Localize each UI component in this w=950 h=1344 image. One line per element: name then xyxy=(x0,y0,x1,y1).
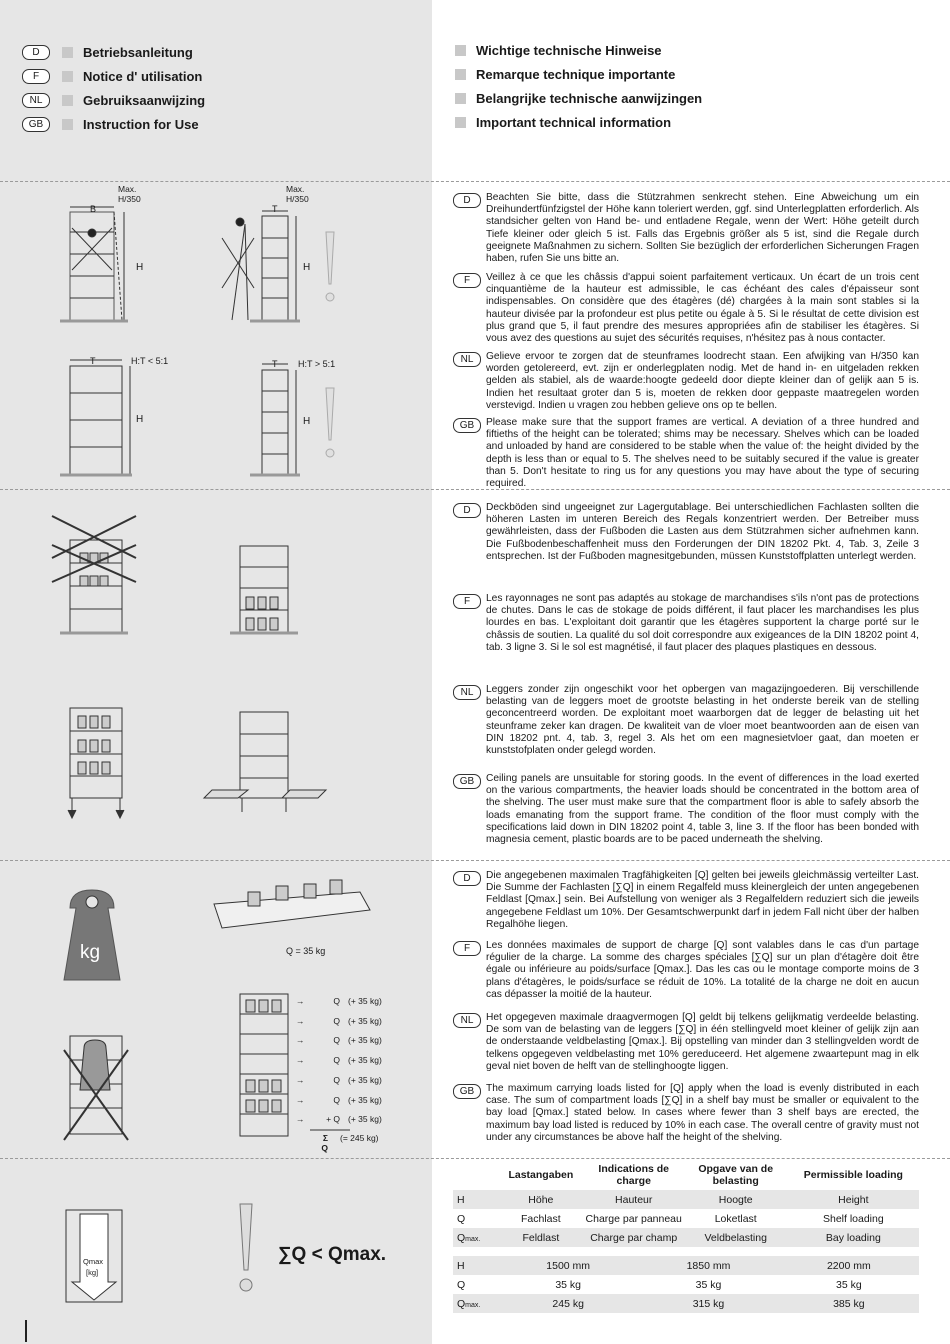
shelf-loaded-top-crossed xyxy=(52,516,136,633)
paragraph-nl xyxy=(453,1012,919,1073)
warning-exclamation-icon xyxy=(326,232,334,284)
table-cell: Q xyxy=(457,1278,466,1291)
lang-badge: F xyxy=(453,594,481,609)
label-max: Max. xyxy=(286,184,305,194)
paragraph-f xyxy=(453,272,919,345)
paragraph-gb xyxy=(453,1083,919,1144)
shelf-ratio-ok xyxy=(60,360,132,475)
table-cell: 245 kg xyxy=(498,1294,638,1313)
load-row xyxy=(296,1075,382,1085)
label-t: T xyxy=(272,359,278,369)
arrow-right-icon: → xyxy=(296,996,305,1006)
load-q: Q xyxy=(333,1055,340,1066)
bullet-square xyxy=(455,93,466,104)
lang-badge: NL xyxy=(453,1013,481,1028)
table-header: Indications de charge xyxy=(598,1163,669,1187)
header-right-2 xyxy=(443,64,675,84)
table-row xyxy=(453,1294,919,1313)
label-q35: Q = 35 kg xyxy=(286,946,326,956)
paragraph-text: The maximum carrying loads listed for [Q] apply when the load is evenly distributed in each case. The sum of compartment loads [∑Q] in a shelf bay must be smaller or equivalent to the bay load [Qmax.] stated below. In cases where fewer than 3 shelf bays are erected, the maximum bay load listed is reduced by 10% in each case. The overall centre of gravity must not under any circumstances be above half the height of the shelving. xyxy=(486,1083,919,1143)
paragraph-text: Deckböden sind ungeeignet zur Lagergutablage. Bei unterschiedlichen Fachlasten sollten die höheren Lasten im unteren Bereich des Regals konzentriert werden. Der Betreiber muss gewährleisten, dass der Fußboden die Lasten aus dem Stützrahmen sicher aufnehmen kann. Die Fußbodenbeschaffenheit muss den Forderungen der DIN 18202 Pkt. 4, Tab. 3, Zeile 3 entsprechen. Ist der Fußboden magnesitgebunden, müssen Kunststoffplatten unterlegt werden. xyxy=(486,502,919,562)
header-title: Gebruiksaanwijzing xyxy=(83,92,206,108)
label-h350: H/350 xyxy=(286,194,309,204)
table-cell: H xyxy=(453,1256,498,1275)
header-right-title: Wichtige technische Hinweise xyxy=(476,42,662,58)
weight-kg-icon xyxy=(64,890,120,980)
lang-badge: D xyxy=(453,193,481,208)
shelf-panel-weights xyxy=(214,880,370,928)
table-cell: Charge par panneau xyxy=(585,1212,682,1225)
warning-exclamation-icon xyxy=(240,1204,252,1270)
arrow-right-icon: → xyxy=(296,1074,305,1085)
label-kg: kg xyxy=(80,942,101,963)
load-value: (+ 35 kg) xyxy=(348,1094,382,1105)
shelf-loaded-bottom-ok xyxy=(230,546,298,633)
paragraph-text: Les données maximales de support de charge [Q] sont valables dans le cas d'un partage régulier de la charge. La somme des charges spéciales [∑Q] sur un plan d'étagère doit être égale ou inférieure au poids/surface [Qmax.]. Das les cas ou le montage comporte moins de 3 plans d'étagères, le poids/surface se réduit de 10%. La totalité de la charge ne doit en aucun cas dépasser la moitié de la hauteur. xyxy=(486,940,919,1000)
formula-sum-q: ∑Q < Qmax. xyxy=(278,1244,387,1265)
load-q: Q xyxy=(333,1015,340,1026)
paragraph-text: Beachten Sie bitte, dass die Stützrahmen senkrecht stehen. Eine Abweichung um ein Dreihundertfünfzigstel der Höhe kann toleriert werden, ggf. sind Unterlegplatten erforderlich. Als standsicher gelten von Hand be- und entladene Regale, wenn der Wert: Höhe geteilt durch Tiefe kleiner oder gleich 5 ist. Falls das Ergebnis größer als 5 ist, sind die Regale durch geeignete Maßnahmen zu sichern. Sollten Sie bezüglich der erforderlichen Sicherungen Fragen haben, rufen Sie uns bitte an. xyxy=(486,192,919,265)
table-cell: 35 kg xyxy=(835,1278,862,1291)
table-cell: 2200 mm xyxy=(779,1256,919,1275)
load-q: Q xyxy=(333,1074,340,1085)
label-ratio-ok: H:T < 5:1 xyxy=(131,356,169,366)
qmax-symbol: Q xyxy=(457,1297,466,1310)
load-value: (+ 35 kg) xyxy=(348,1074,382,1085)
table-cell: 35 kg xyxy=(555,1278,581,1291)
table-header: Opgave van de belasting xyxy=(698,1163,774,1187)
header-title: Instruction for Use xyxy=(83,116,199,132)
label-max-h350-1 xyxy=(118,184,141,204)
lang-badge: D xyxy=(22,45,50,60)
load-row xyxy=(296,1095,382,1105)
paragraph-text: Het opgegeven maximale draagvermogen [Q] geldt bij telkens gelijkmatig verdeelde belasting. De som van de belasting van de leggers [∑Q] in één stellingveld moet kleiner of gelijk zijn aan de onderstaande veldbelasting [Qmax.]. Bij opstelling van minder dan 3 stellingvelden wordt de telkens opgegeven veldbelasting met 10% gereduceerd. Het algemene zwaartepunt mag in elk geval niet boven de helft van de stellinghoogte liggen. xyxy=(486,1012,919,1072)
lang-badge: GB xyxy=(453,1084,481,1099)
table-cell: Höhe xyxy=(498,1190,584,1209)
paragraph-text: Les rayonnages ne sont pas adaptés au stokage de marchandises s'ils n'ont pas de protections de chutes. Dans le cas de stokage de poids différent, il faut placer les marchandises les plus lourdes en bas. L'exploitant doit garantir que les étagères supportent la charge porté sur le châssis de soutien. La qualité du sol doit correspondre aux exigeances de la DIN 18202 point 4, tab. 3 ligne 3. Si le sol est magnétisé, il faut placer des plaques plastiques en dessous. xyxy=(486,593,919,653)
table-cell: Fachlast xyxy=(521,1212,561,1225)
load-value: (+ 35 kg) xyxy=(348,1055,382,1066)
shelf-qmax xyxy=(66,1210,122,1302)
lang-badge: F xyxy=(453,273,481,288)
header-right-title: Important technical information xyxy=(476,114,672,130)
shelf-floor-plates xyxy=(204,712,326,812)
label-h350: H/350 xyxy=(118,194,141,204)
lang-badge: F xyxy=(22,69,50,84)
load-q: Q xyxy=(333,1035,340,1046)
paragraph-text: Die angegebenen maximalen Tragfähigkeiten [Q] gelten bei jeweils gleichmässig verteilter Last. Die Summe der Fachlasten [∑Q] in einem Regalfeld muss kleinergleich der unten angegebenen Feldlast [Qmax.] sein. Bei Aufstellung von weniger als 3 Regalfeldern reduziert sich die jeweils angegebene Feldlast um 10%. Der Gesamtschwerpunkt darf in jedem Fall nicht über der halben Regalhöhe liegen. xyxy=(486,870,919,930)
subscript: max. xyxy=(465,1235,481,1243)
table-header xyxy=(453,1160,498,1190)
paragraph-nl xyxy=(453,351,919,412)
load-sum-q: Σ Q xyxy=(321,1133,328,1153)
load-value: (+ 35 kg) xyxy=(348,1114,382,1125)
table-header: Permissible loading xyxy=(803,1169,903,1181)
header-right-title: Belangrijke technische aanwijzingen xyxy=(476,90,703,106)
arrow-right-icon: → xyxy=(296,1114,305,1125)
table-cell: H xyxy=(453,1190,498,1209)
table-cell xyxy=(453,1294,498,1313)
table-row xyxy=(453,1190,919,1209)
arrow-right-icon: → xyxy=(296,1094,305,1105)
table-row xyxy=(453,1275,919,1294)
paragraph-f xyxy=(453,593,919,654)
table-cell: Feldlast xyxy=(498,1228,584,1247)
table-header: Lastangaben xyxy=(508,1169,574,1181)
lang-badge: NL xyxy=(453,352,481,367)
label-ratio-bad: H:T > 5:1 xyxy=(298,359,336,369)
header-right-title: Remarque technique importante xyxy=(476,66,676,82)
table-cell: Shelf loading xyxy=(822,1212,884,1225)
paragraph-text: Leggers zonder zijn ongeschikt voor het opbergen van magazijngoederen. Bij verschillende belasting van de leggers moet de grootste belasting in het onderste bereik van de stelling geconcentreerd worden. De exploitant moet waarborgen dat de legger de belasting uit het steunframe zeker kan dragen. De kwaliteit van de vloer moet beantwoorden aan de eisen van DIN 18202 pnt. 4, tab. 3, regel 3. Als het om een magnesietvloer gaat, dan moeten er kunststofplaten onder gelegd worden. xyxy=(486,684,919,757)
table-cell: 35 kg xyxy=(695,1278,722,1291)
paragraph-d xyxy=(453,870,919,931)
paragraph-text: Gelieve ervoor te zorgen dat de steunframes loodrecht staan. Een afwijking van H/350 kan worden getolereerd, evt. zijn er onderlegplaten nodig. Met de hand in- en uitgeladen rekken gelden als stabiel, als de waarde:hoogte gedeeld door diepte kleiner dan of gelijk aan 5 is. Indien het resultaat groter dan 5 is, moeten de rekken door geppaste maatregelen worden verstevigd. Indien u vragen zou hebben gelieve ons op te bellen. xyxy=(486,351,919,411)
table-row xyxy=(453,1209,919,1228)
paragraph-gb xyxy=(453,417,919,490)
label-b: B xyxy=(90,204,97,214)
table-cell: Bay loading xyxy=(788,1228,919,1247)
table-cell: 1850 mm xyxy=(638,1256,778,1275)
label-max-h350-2 xyxy=(286,184,309,204)
bullet-square xyxy=(455,69,466,80)
table-cell xyxy=(453,1228,498,1247)
legend-table xyxy=(453,1160,919,1247)
lang-badge: GB xyxy=(453,774,481,789)
label-qmax-unit: [kg] xyxy=(86,1268,99,1277)
arrow-right-icon: → xyxy=(296,1055,305,1066)
header-right-4 xyxy=(443,112,671,132)
load-row xyxy=(296,1055,382,1065)
load-q: + Q xyxy=(326,1114,340,1125)
label-max: Max. xyxy=(118,184,137,194)
header-title: Notice d' utilisation xyxy=(83,68,203,84)
paragraph-nl xyxy=(453,684,919,757)
label-t: T xyxy=(90,356,96,366)
lang-badge: F xyxy=(453,941,481,956)
table-cell: 385 kg xyxy=(779,1294,919,1313)
load-q: Q xyxy=(333,1094,340,1105)
header-right-3 xyxy=(443,88,702,108)
load-row xyxy=(296,1035,382,1045)
load-row xyxy=(296,1114,382,1124)
load-row xyxy=(296,1016,382,1026)
table-row xyxy=(453,1228,919,1247)
shelf-tilt-figure-2 xyxy=(222,211,300,321)
label-qmax: Qmax xyxy=(83,1257,104,1266)
paragraph-text: Veillez à ce que les châssis d'appui soient parfaitement verticaux. Un écart de un trois cent cinquantième de la hauteur est admissible, le cas échéant des cales d'épaisseur sont indispensables. On considère que des étagères (dé) chargées à la main sont stables si la hauteur divisée par la profondeur est plus petite ou égale à 5. Si le résultat de cette division est plus grand que 5, il faut prendre des mesures appropriées afin de stabiliser les étagères. Si vous avez des questions au sujet des sécurités requises, n'hésitez pas à nous contacter. xyxy=(486,272,919,345)
label-h: H xyxy=(303,262,311,273)
table-cell: Height xyxy=(788,1190,919,1209)
lang-badge: NL xyxy=(22,93,50,108)
paragraph-d xyxy=(453,502,919,563)
table-cell: Q xyxy=(457,1212,466,1225)
shelf-tilt-figure xyxy=(60,207,128,321)
load-sum-value: (= 245 kg) xyxy=(340,1133,379,1143)
paragraph-f xyxy=(453,940,919,1001)
table-cell: Hauteur xyxy=(584,1190,684,1209)
header-right-1 xyxy=(443,40,662,60)
label-t: T xyxy=(272,204,278,214)
table-cell: Loketlast xyxy=(714,1212,757,1225)
qmax-symbol: Q xyxy=(457,1231,466,1244)
shelf-overload-crossed xyxy=(64,1036,128,1140)
paragraph-d xyxy=(453,192,919,265)
table-cell: 1500 mm xyxy=(498,1256,638,1275)
shelf-floor-load xyxy=(68,708,124,818)
lang-badge: D xyxy=(453,503,481,518)
paragraph-text: Ceiling panels are unsuitable for storing goods. In the event of differences in the load exerted on the various compartments, the heavier loads should be concentrated in the bottom area of the shelving. The user must make sure that the compartment floor is able to safely absorb the loads emanating from the support frame. The condition of the floor must comply with the specifications laid down in DIN 18202 point 4, table 3, line 3. If the floor has been bonded with magnesia cement, plastic boards are to be paced underneath the shelving. xyxy=(486,773,919,846)
load-row xyxy=(296,996,382,1006)
paragraph-gb xyxy=(453,773,919,846)
table-cell: Hoogte xyxy=(684,1190,788,1209)
table-cell: Veldbelasting xyxy=(684,1228,788,1247)
load-q: Q xyxy=(333,996,340,1006)
values-table xyxy=(453,1256,919,1313)
label-h: H xyxy=(303,416,311,427)
load-value: (+ 35 kg) xyxy=(348,996,382,1006)
header-title: Betriebsanleitung xyxy=(83,44,193,60)
bullet-square xyxy=(455,45,466,56)
arrow-right-icon: → xyxy=(296,1015,305,1026)
lang-badge: GB xyxy=(453,418,481,433)
table-cell: Charge par champ xyxy=(584,1228,684,1247)
lang-badge: D xyxy=(453,871,481,886)
shelf-ratio-bad xyxy=(250,364,300,475)
label-h: H xyxy=(136,414,144,425)
table-cell: 315 kg xyxy=(638,1294,778,1313)
label-h: H xyxy=(136,262,144,273)
warning-exclamation-icon xyxy=(326,388,334,440)
load-value: (+ 35 kg) xyxy=(348,1015,382,1026)
lang-badge: GB xyxy=(22,117,50,132)
lang-badge: NL xyxy=(453,685,481,700)
bullet-square xyxy=(455,117,466,128)
load-value: (+ 35 kg) xyxy=(348,1035,382,1046)
paragraph-text: Please make sure that the support frames are vertical. A deviation of a three hundred and fiftieths of the height can be tolerated; shims may be necessary. Shelves which can be loaded and unloaded by hand are considered to be stable when the value of: the height divided by the depth is less than or equal to 5. The shelves need to be suitably secured if the value is greater than 5. Don't hesitate to ring us for any questions you may have about the type of securing required. xyxy=(486,417,919,490)
table-row xyxy=(453,1256,919,1275)
subscript: max. xyxy=(465,1301,481,1309)
arrow-right-icon: → xyxy=(296,1035,305,1046)
